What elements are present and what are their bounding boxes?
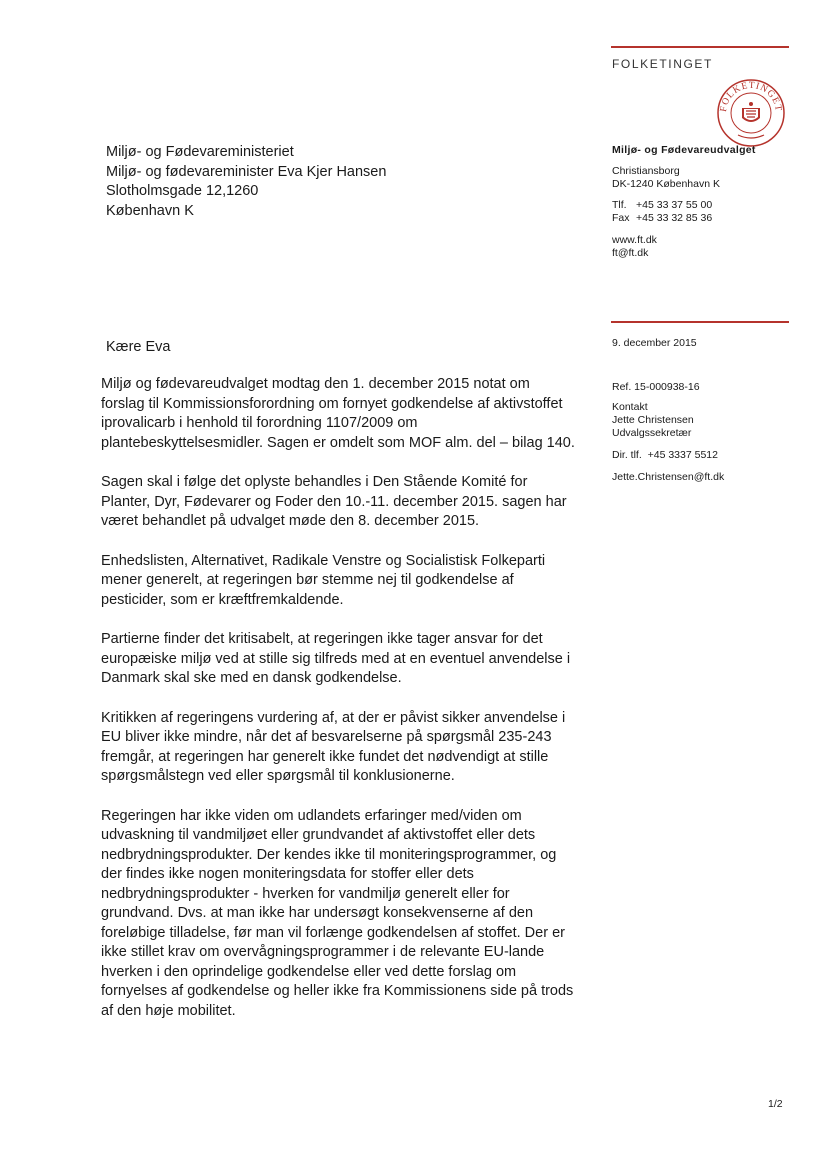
sender-phones [612,199,712,225]
svg-text:FOLKETINGET: FOLKETINGET [718,80,784,113]
date-rule [611,321,789,323]
sender-address [612,165,720,191]
page-number: 1/2 [768,1098,783,1110]
letter-date: 9. december 2015 [612,337,697,349]
fax-label: Fax [612,212,630,224]
brand-name: FOLKETINGET [612,57,713,71]
contact-block [612,401,694,440]
phone-label: Tlf. [612,199,627,211]
letter-body [101,375,576,1041]
recipient-line: København K [106,202,194,219]
contact-name: Jette Christensen [612,414,694,426]
email-link[interactable]: ft@ft.dk [612,247,649,259]
website-link[interactable]: www.ft.dk [612,234,657,246]
direct-phone [612,449,718,462]
body-paragraph: Enhedslisten, Alternativet, Radikale Venstre og Socialistisk Folkeparti mener generelt, at regeringen bør stemme nej til godkendelse af pesticider, som er kræftfremkaldende. [101,552,546,608]
body-paragraph: Kritikken af regeringens vurdering af, at der er påvist sikker anvendelse i EU bliver ikke mindre, når det af besvarelserne på spørgsmål 235-243 fremgår, at regeringen har generelt ikke fundet det nødvendigt at stille spørgsmålstegn ved eller spørgsmål til konklusionerne. [101,709,566,784]
contact-title: Udvalgssekretær [612,427,692,439]
address-line: DK-1240 København K [612,178,720,190]
recipient-line: Slotholmsgade 12,1260 [106,183,259,199]
reference-number: Ref. 15-000938-16 [612,381,700,393]
phone-number: +45 33 37 55 00 [636,199,713,211]
direct-phone-number: +45 3337 5512 [647,449,718,461]
fax-number: +45 33 32 85 36 [636,212,713,224]
committee-name: Miljø- og Fødevareudvalget [612,144,756,156]
body-paragraph: Partierne finder det kritisabelt, at regeringen ikke tager ansvar for det europæiske miljø ved at stille sig tilfreds med at en eventuel anvendelse i Danmark skal ske med en dansk godkendelse. [101,631,571,686]
folketinget-seal-icon [716,78,786,148]
recipient-line: Miljø- og fødevareminister Eva Kjer Hansen [106,163,387,180]
body-paragraph: Regeringen har ikke viden om udlandets erfaringer med/viden om udvaskning til vandmiljøet eller grundvandet af aktivstoffet eller dets nedbrydningsprodukter. Der kendes ikke til moniteringsprogrammer, og der findes ikke nogen moniteringsdata for stoffer eller dets nedbrydningsprodukter - hverken for vandmiljø generelt eller for grundvand. Dvs. at man ikke har undersøgt konsekvenserne af den foreløbige tilladelse, før man vil forlænge godkendelsen af stoffet. Der er ikke stillet krav om overvågningsprogrammer i de relevante EU-lande hverken i den oprindelige godkendelse eller ved dette forslag om fornyelses af godkendelse og heller ikke fra Kommissionens side på trods af den høje mobilitet. [101,807,574,1019]
body-paragraph: Miljø og fødevareudvalget modtag den 1. december 2015 notat om forslag til Kommissionsforordning om fornyet godkendelse af aktivstoffet iprovalicarb i henhold til forordning 1107/2009 om plantebeskyttelsesmidler. Sagen er omdelt som MOF alm. del – bilag 140. [101,376,575,451]
address-line: Christiansborg [612,165,680,177]
direct-phone-label: Dir. tlf. [612,449,642,461]
body-paragraph: Sagen skal i følge det oplyste behandles i Den Stående Komité for Planter, Dyr, Fødevarer og Foder den 10.-11. december 2015. sagen har været behandlet på udvalget møde den 8. december 2015. [101,474,567,529]
contact-label: Kontakt [612,401,648,413]
top-rule [611,46,789,48]
sender-online [612,234,657,260]
recipient-address [106,143,386,221]
fax-line [612,212,712,225]
salutation: Kære Eva [106,339,171,355]
contact-email-link[interactable]: Jette.Christensen@ft.dk [612,471,725,483]
phone-line [612,199,712,212]
recipient-line: Miljø- og Fødevareministeriet [106,144,294,160]
